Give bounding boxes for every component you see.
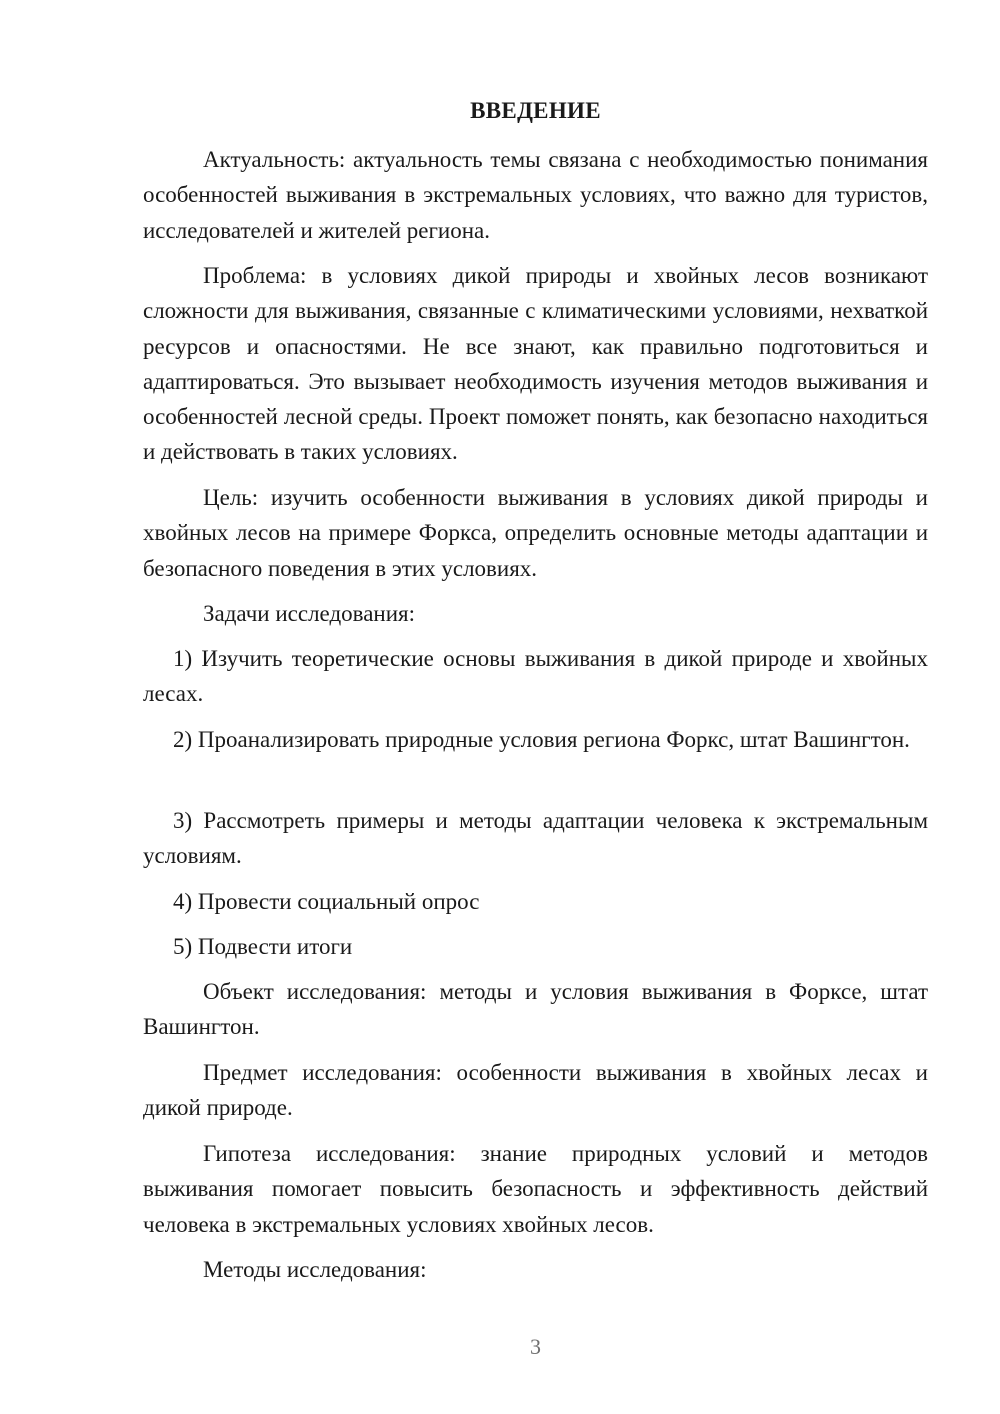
task-item-1: 1) Изучить теоретические основы выживания в дикой природе и хвойных лесах. xyxy=(143,646,928,707)
paragraph-relevance: Актуальность: актуальность темы связана с необходимостью понимания особенностей выживания в экстремальных условиях, что важно для туристов, исследователей и жителей региона. xyxy=(143,147,928,243)
paragraph-object: Объект исследования: методы и условия выживания в Форксе, штат Вашингтон. xyxy=(143,979,928,1040)
methods-heading: Методы исследования: xyxy=(203,1257,427,1282)
page-title: ВВЕДЕНИЕ xyxy=(470,98,601,123)
paragraph-problem: Проблема: в условиях дикой природы и хвойных лесов возникают сложности для выживания, связанные с климатическими условиями, нехваткой ресурсов и опасностями. Не все знают, как правильно подготовиться и адаптироваться. Это вызывает необходимость изучения методов выживания и особенностей лесной среды. Проект поможет понять, как безопасно находиться и действовать в таких условиях. xyxy=(143,263,928,465)
tasks-heading: Задачи исследования: xyxy=(203,601,416,626)
task-item-3: 3) Рассмотреть примеры и методы адаптации человека к экстремальным условиям. xyxy=(143,808,928,869)
document-page xyxy=(143,0,928,1414)
task-item-5: 5) Подвести итоги xyxy=(173,934,353,959)
task-item-4: 4) Провести социальный опрос xyxy=(173,889,480,914)
paragraph-subject: Предмет исследования: особенности выживания в хвойных лесах и дикой природе. xyxy=(143,1060,928,1121)
paragraph-goal: Цель: изучить особенности выживания в условиях дикой природы и хвойных лесов на примере Форкса, определить основные методы адаптации и безопасного поведения в этих условиях. xyxy=(143,485,928,581)
task-item-2: 2) Проанализировать природные условия региона Форкс, штат Вашингтон. xyxy=(173,727,910,752)
page-number: 3 xyxy=(530,1334,541,1359)
paragraph-hypothesis: Гипотеза исследования: знание природных условий и методов выживания помогает повысить безопасность и эффективность действий человека в экстремальных условиях хвойных лесов. xyxy=(143,1141,928,1237)
